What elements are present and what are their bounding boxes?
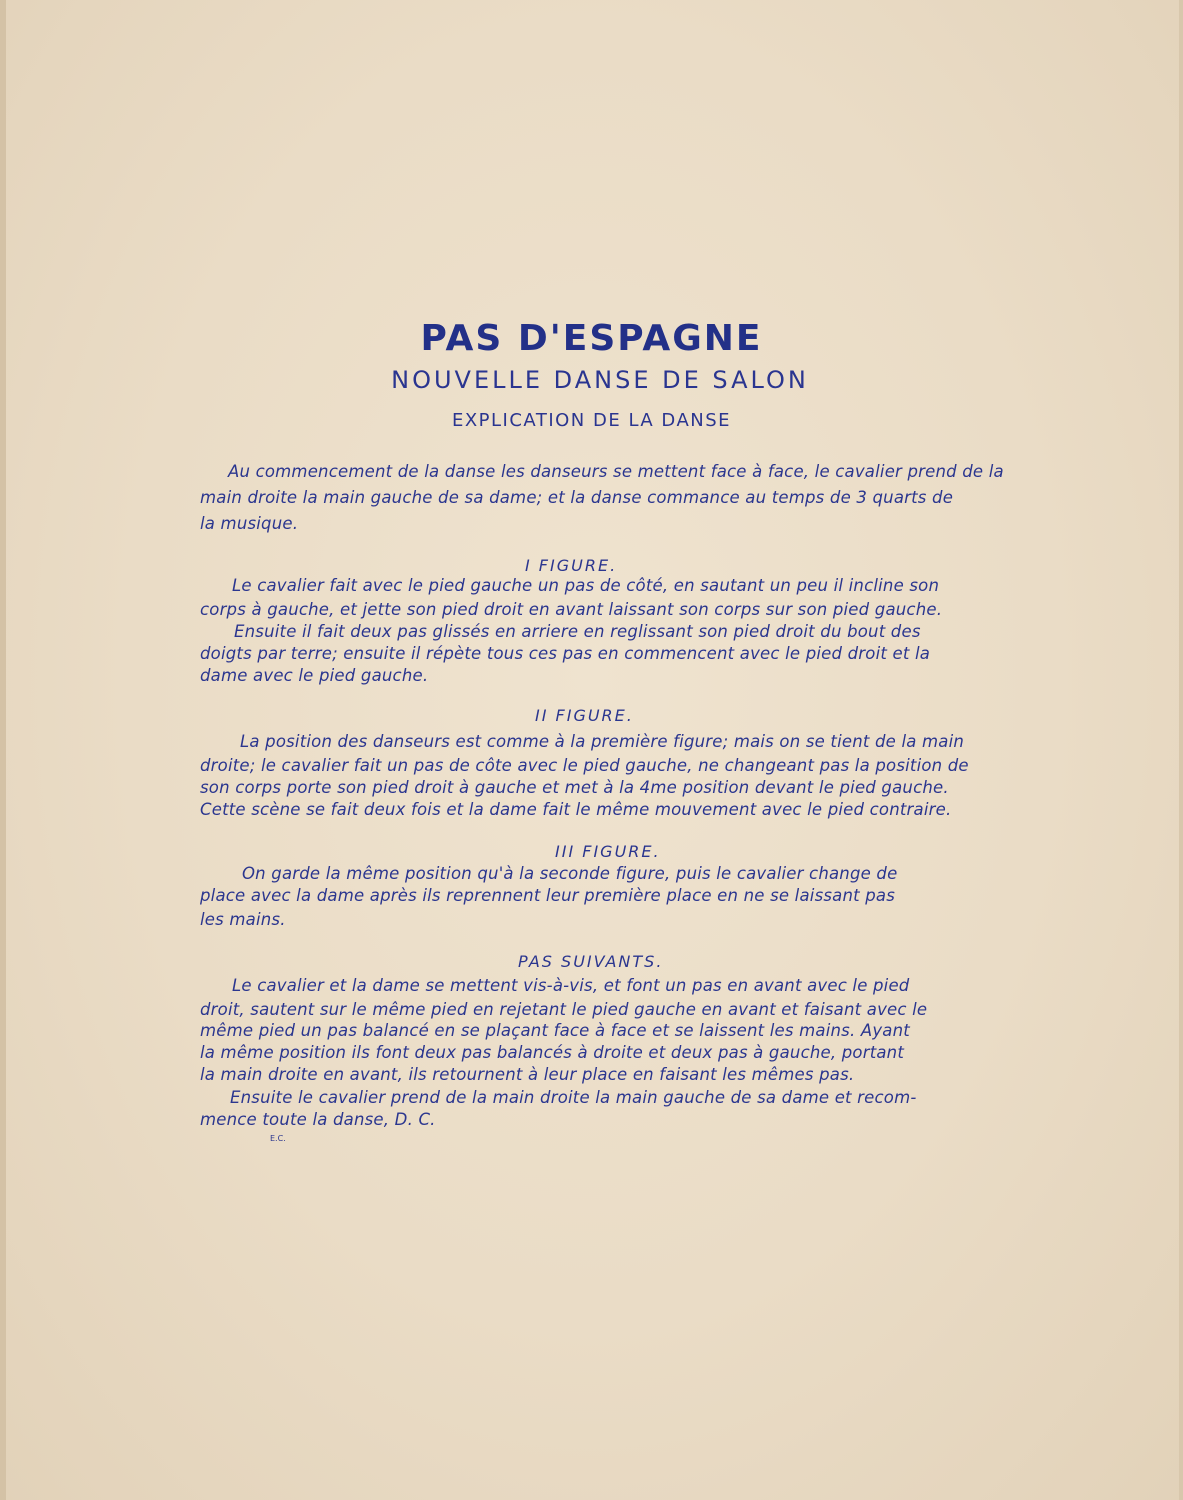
figure-2-line-1: La position des danseurs est comme à la première figure; mais on se tient de la main	[240, 732, 965, 751]
figure-1-heading: I FIGURE.	[525, 556, 618, 575]
suivants-line-4: la même position ils font deux pas balancés à droite et deux pas à gauche, portant	[200, 1043, 905, 1062]
document-subtitle: NOUVELLE DANSE DE SALON	[391, 366, 809, 394]
suivants-line-2: droit, sautent sur le même pied en rejetant le pied gauche en avant et faisant avec le	[200, 1000, 928, 1019]
figure-3-line-2: place avec la dame après ils reprennent leur première place en ne se laissant pas	[200, 886, 896, 905]
figure-2-heading: II FIGURE.	[535, 706, 634, 725]
explication-heading: EXPLICATION DE LA DANSE	[451, 410, 732, 431]
intro-line-2: main droite la main gauche de sa dame; et la danse commance au temps de 3 quarts de	[200, 488, 954, 507]
figure-1-line-1: Le cavalier fait avec le pied gauche un pas de côté, en sautant un peu il incline son	[232, 576, 940, 595]
suivants-line-7: mence toute la danse, D. C.	[200, 1110, 436, 1129]
intro-line-1: Au commencement de la danse les danseurs se mettent face à face, le cavalier prend de la	[228, 462, 1004, 481]
figure-1-line-4: doigts par terre; ensuite il répète tous ces pas en commencent avec le pied droit et la	[200, 644, 931, 663]
initials-mark: E.C.	[270, 1134, 286, 1143]
suivants-line-6: Ensuite le cavalier prend de la main droite la main gauche de sa dame et recom-	[230, 1088, 917, 1107]
figure-1-line-3: Ensuite il fait deux pas glissés en arriere en reglissant son pied droit du bout des	[234, 622, 921, 641]
suivants-line-1: Le cavalier et la dame se mettent vis-à-vis, et font un pas en avant avec le pied	[232, 976, 910, 995]
figure-3-line-3: les mains.	[200, 910, 286, 929]
document-title: PAS D'ESPAGNE	[420, 318, 763, 359]
pas-suivants-heading: PAS SUIVANTS.	[518, 952, 664, 971]
figure-2-line-3: son corps porte son pied droit à gauche et met à la 4me position devant le pied gauche.	[200, 778, 949, 797]
figure-2-line-4: Cette scène se fait deux fois et la dame fait le même mouvement avec le pied contraire.	[200, 800, 952, 819]
suivants-line-3: même pied un pas balancé en se plaçant face à face et se laissent les mains. Ayant	[200, 1021, 910, 1040]
figure-2-line-2: droite; le cavalier fait un pas de côte avec le pied gauche, ne changeant pas la position de	[200, 756, 969, 775]
suivants-line-5: la main droite en avant, ils retournent à leur place en faisant les mêmes pas.	[200, 1065, 855, 1084]
paper-edge-right	[1179, 0, 1183, 1500]
figure-1-line-5: dame avec le pied gauche.	[200, 666, 429, 685]
paper-edge-left	[0, 0, 6, 1500]
figure-1-line-2: corps à gauche, et jette son pied droit en avant laissant son corps sur son pied gauche.	[200, 600, 943, 619]
intro-line-3: la musique.	[200, 514, 299, 533]
figure-3-heading: III FIGURE.	[555, 842, 661, 861]
figure-3-line-1: On garde la même position qu'à la seconde figure, puis le cavalier change de	[242, 864, 898, 883]
